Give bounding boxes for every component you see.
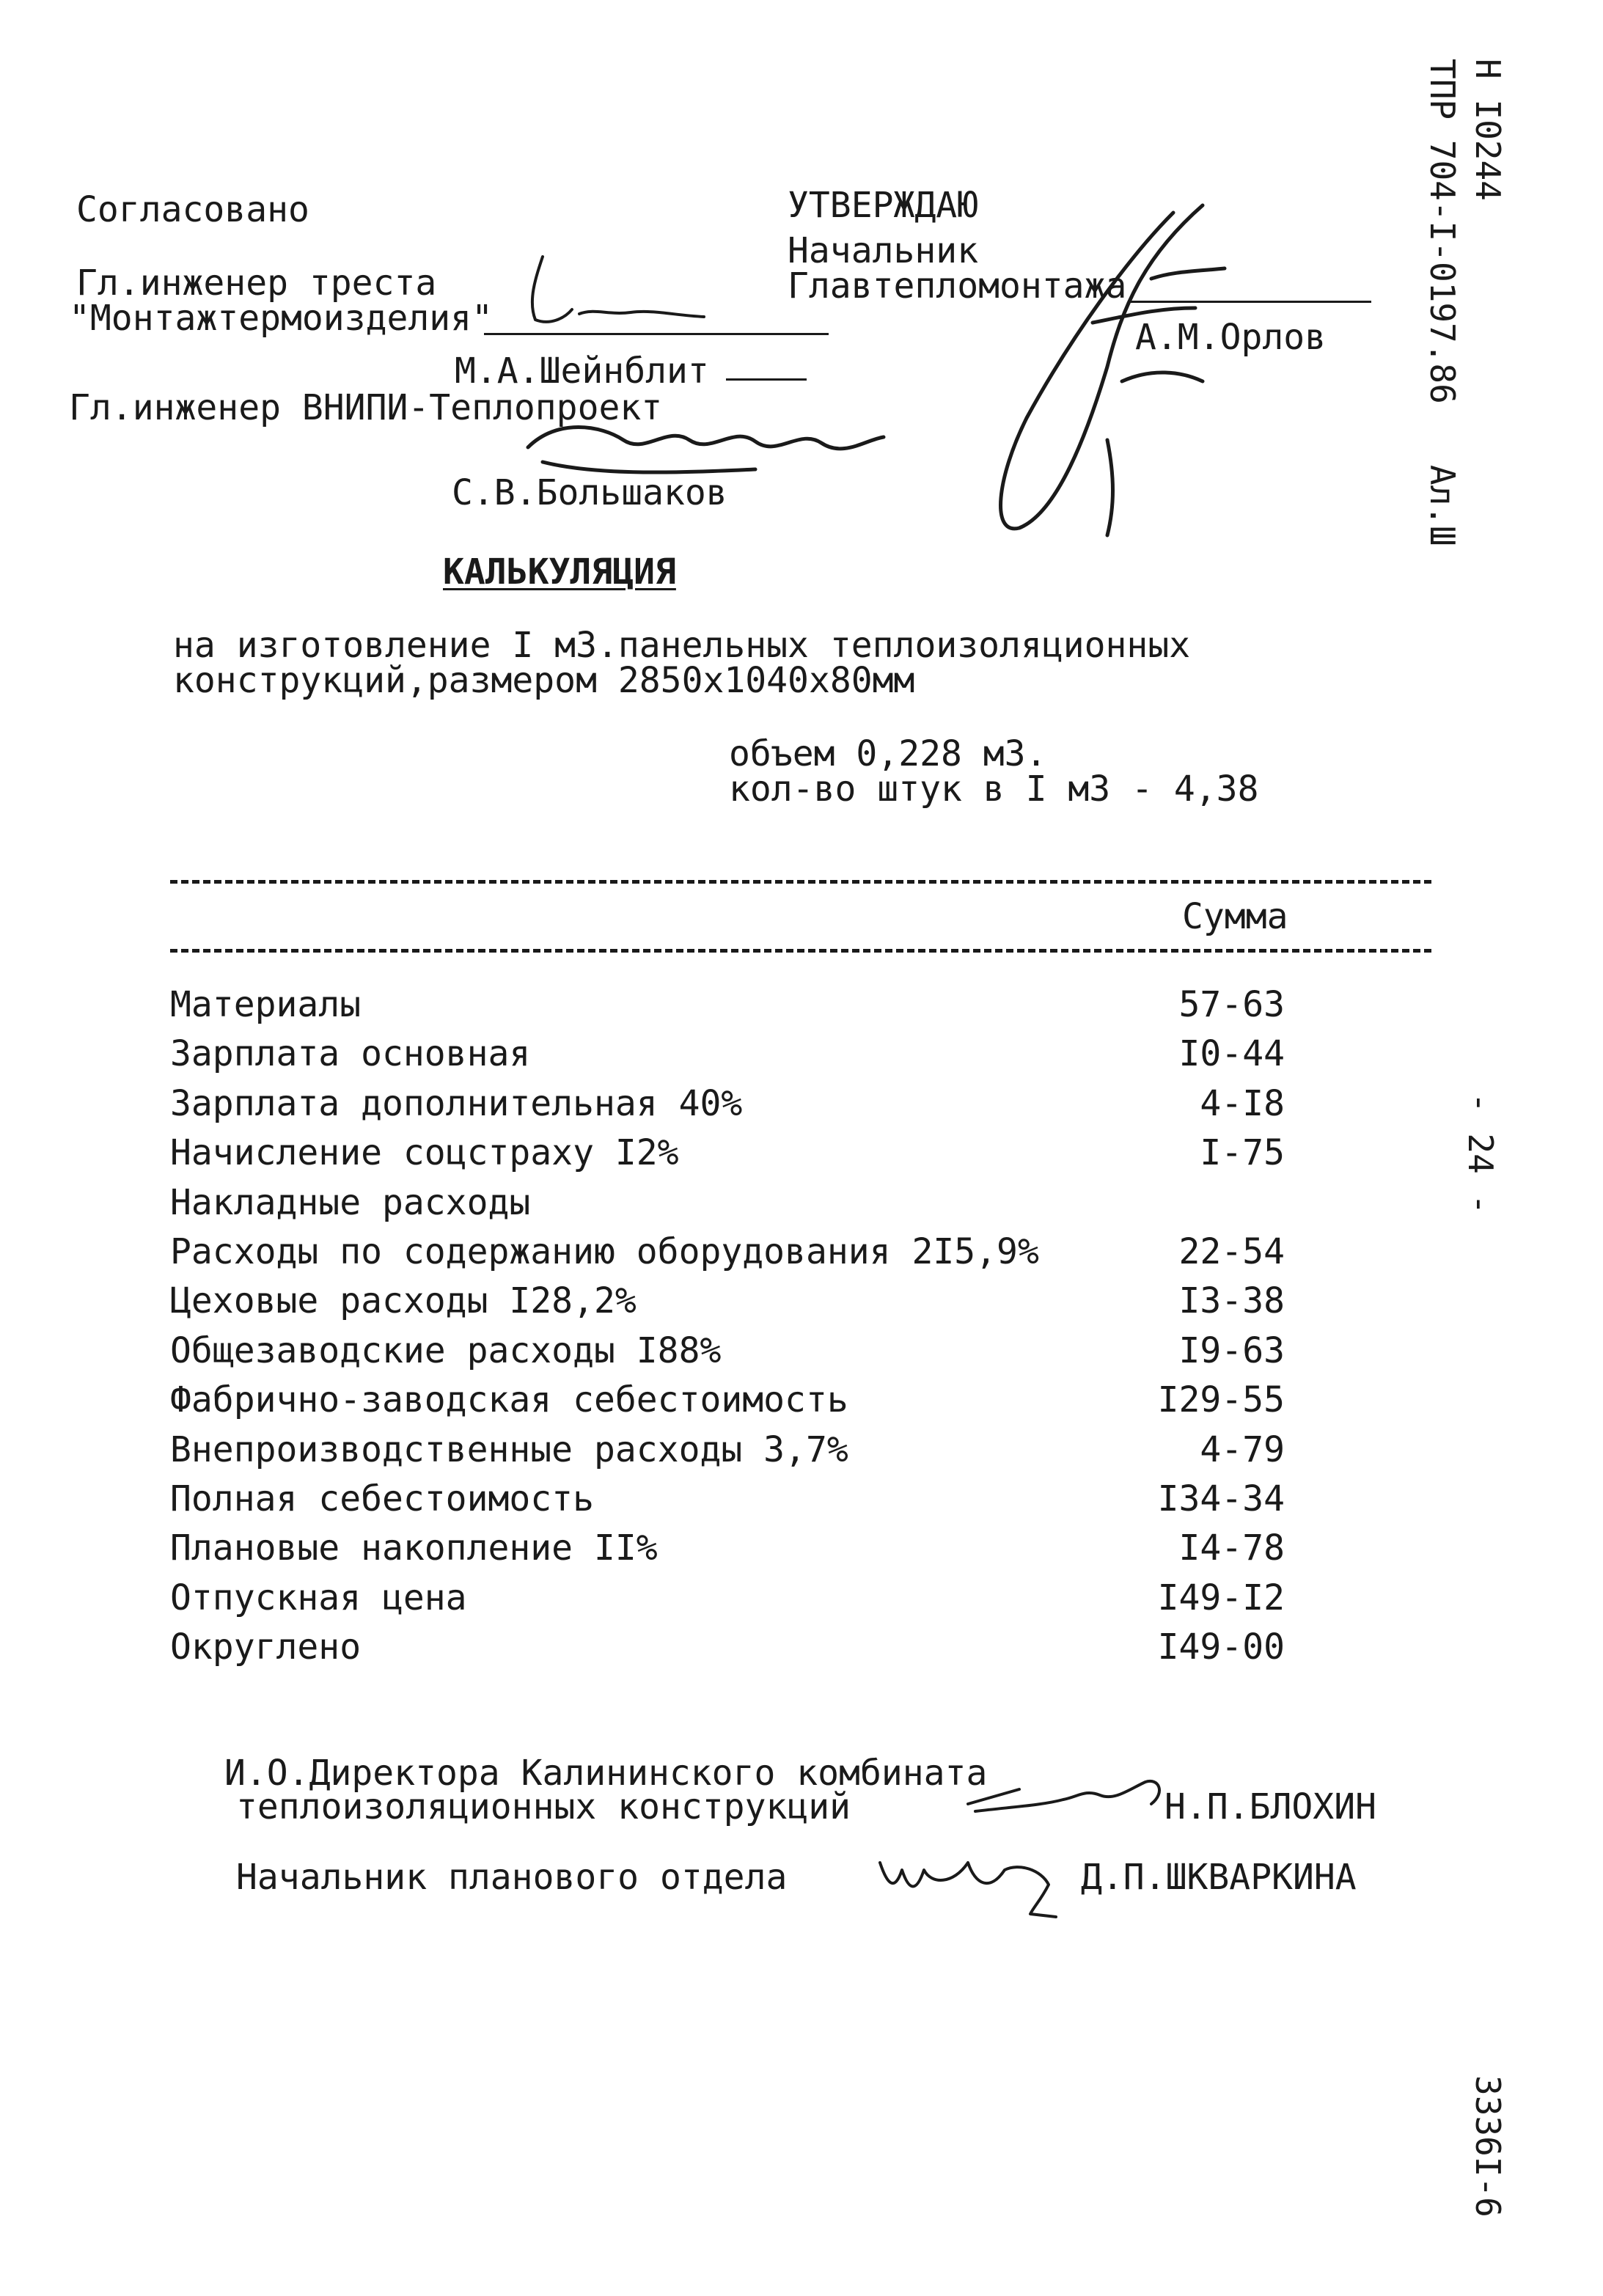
signer1-name: М.А.Шейнблит — [455, 351, 709, 392]
row-amount: I29-55 — [1157, 1379, 1285, 1421]
row-amount: 4-I8 — [1200, 1082, 1285, 1124]
row-label: Полная себестоимость — [170, 1478, 594, 1519]
description-line2: конструкций,размером 2850х1040х80мм — [173, 660, 915, 701]
row-label: Материалы — [170, 984, 362, 1025]
row-amount: I9-63 — [1178, 1329, 1285, 1371]
signer2-name: С.В.Большаков — [452, 472, 727, 513]
row-label: Зарплата дополнительная 40% — [170, 1082, 743, 1124]
row-amount: I-75 — [1200, 1132, 1285, 1174]
project-code: ТПР 704-I-0197.86 Ал.Ш — [1423, 59, 1462, 546]
table-row — [170, 1132, 1285, 1173]
document-code: Н I0244 — [1468, 59, 1508, 201]
approve-label: УТВЕРЖДАЮ — [788, 185, 979, 226]
page-number: - 24 - — [1461, 1093, 1500, 1215]
table-row — [170, 1379, 1285, 1420]
table-row — [170, 1478, 1285, 1519]
signature-bolshakov — [513, 396, 895, 491]
table-row — [170, 1231, 1285, 1272]
row-amount: 22-54 — [1178, 1231, 1285, 1272]
row-amount: I4-78 — [1178, 1527, 1285, 1569]
table-row — [170, 984, 1285, 1025]
table-row — [170, 1280, 1285, 1321]
signer2-title: Гл.инженер ВНИПИ-Теплопроект — [69, 387, 663, 428]
row-label: Общезаводские расходы I88% — [170, 1329, 722, 1371]
row-label: Накладные расходы — [170, 1181, 531, 1223]
row-amount: I49-00 — [1157, 1626, 1285, 1668]
approver-name: А.М.Орлов — [1135, 317, 1327, 358]
signer1-title-line2: "Монтажтермоизделия" — [69, 298, 493, 339]
row-label: Фабрично-заводская себестоимость — [170, 1379, 848, 1421]
row-label: Цеховые расходы I28,2% — [170, 1280, 637, 1322]
agreed-label: Согласовано — [76, 189, 309, 230]
row-amount: I49-I2 — [1157, 1577, 1285, 1618]
row-label: Отпускная цена — [170, 1577, 467, 1618]
row-label: Округлено — [170, 1626, 362, 1668]
signer1-name-line — [726, 378, 807, 381]
director-title-line2: теплоизоляционных конструкций — [236, 1786, 851, 1827]
table-row — [170, 1429, 1285, 1470]
table-row — [170, 1033, 1285, 1074]
row-amount: I34-34 — [1157, 1478, 1285, 1519]
director-title-line1: И.О.Директора Калининского комбината — [224, 1753, 988, 1794]
row-amount: I3-38 — [1178, 1280, 1285, 1322]
table-header-rule — [170, 949, 1431, 953]
table-row — [170, 1577, 1285, 1618]
signature-shkvarkina — [873, 1841, 1063, 1921]
director-name: Н.П.БЛОХИН — [1164, 1786, 1376, 1827]
table-row — [170, 1182, 1285, 1223]
sheet-number: 3336I-6 — [1468, 2075, 1508, 2218]
row-label: Начисление соцстраху I2% — [170, 1132, 679, 1174]
row-label: Расходы по содержанию оборудования 2I5,9% — [170, 1231, 1039, 1272]
signature-blokhin — [953, 1760, 1181, 1819]
table-row — [170, 1083, 1285, 1124]
row-label: Плановые накопление II% — [170, 1527, 658, 1569]
planning-title: Начальник планового отдела — [236, 1857, 788, 1898]
approver-title-line1: Начальник — [788, 230, 979, 271]
description-line1: на изготовление I м3.панельных теплоизоляционных — [173, 625, 1191, 666]
row-amount: 4-79 — [1200, 1428, 1285, 1470]
row-amount: I0-44 — [1178, 1033, 1285, 1075]
row-amount: 57-63 — [1178, 984, 1285, 1025]
volume-text: объем 0,228 м3. — [729, 733, 1047, 774]
sum-column-header: Сумма — [1182, 896, 1288, 937]
count-text: кол-во штук в I м3 - 4,38 — [729, 769, 1259, 810]
approver-title-line2: Главтепломонтажа — [788, 265, 1127, 307]
signer1-title-line1: Гл.инженер треста — [76, 263, 437, 304]
table-row — [170, 1527, 1285, 1569]
table-row — [170, 1330, 1285, 1371]
planning-name: Д.П.ШКВАРКИНА — [1081, 1857, 1357, 1898]
signature-orlov — [983, 198, 1276, 550]
signature-sheinblit — [484, 249, 733, 337]
document-title: КАЛЬКУЛЯЦИЯ — [443, 551, 676, 593]
table-row — [170, 1626, 1285, 1668]
row-label: Внепроизводственные расходы 3,7% — [170, 1428, 848, 1470]
table-top-rule — [170, 880, 1431, 884]
row-label: Зарплата основная — [170, 1033, 531, 1075]
